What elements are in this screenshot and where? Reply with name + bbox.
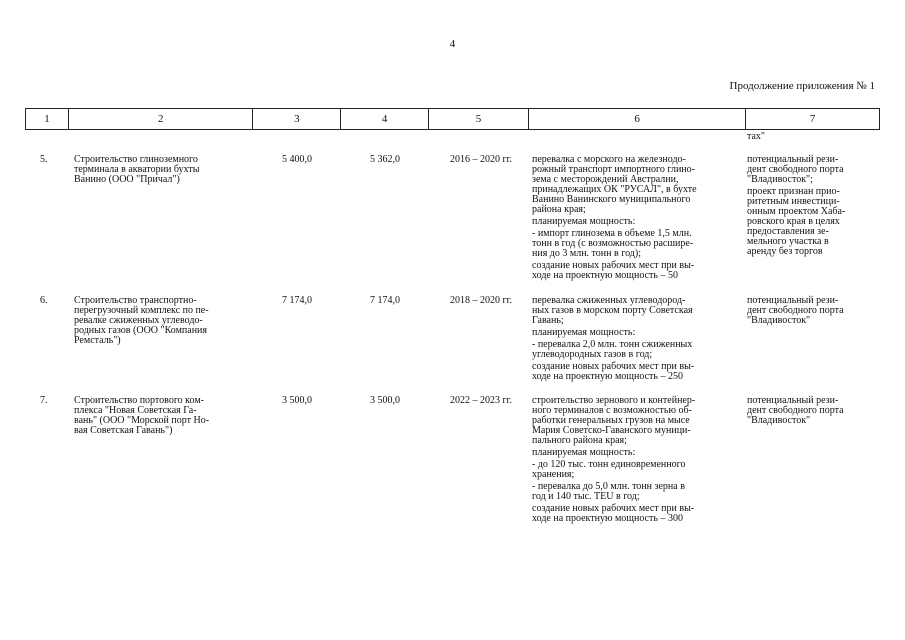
description-paragraph: планируемая мощность: xyxy=(532,447,636,458)
description-paragraph: - до 120 тыс. тонн единовременного хранения; xyxy=(532,459,686,480)
project-note xyxy=(747,155,875,259)
project-description xyxy=(532,396,740,526)
investment-amount: 5 362,0 xyxy=(370,154,400,165)
description-paragraph: строительство зернового и контейнер- ного терминалов с возможностью об- работки генеральных грузов на мысе Мария Советско-Гаванского муници- пального района края; xyxy=(532,395,696,446)
table-header xyxy=(25,108,880,130)
continued-text: тах" xyxy=(747,131,766,142)
row-number: 7. xyxy=(40,395,48,406)
project-note xyxy=(747,296,875,328)
description-paragraph: - перевалка до 5,0 млн. тонн зерна в год и 140 тыс. TEU в год; xyxy=(532,481,685,502)
investment-amount: 3 500,0 xyxy=(370,395,400,406)
project-name: Строительство портового ком- плекса "Новая Советская Га- вань" (ООО "Морской порт Но- вая Советская Гавань") xyxy=(74,395,210,436)
header-col-2: 2 xyxy=(69,109,254,129)
total-cost: 3 500,0 xyxy=(282,395,312,406)
note-paragraph: потенциальный рези- дент свободного порта "Владивосток" xyxy=(747,295,844,326)
header-col-7: 7 xyxy=(809,113,816,125)
period: 2018 – 2020 гг. xyxy=(449,295,513,306)
description-paragraph: создание новых рабочих мест при вы- ходе на проектную мощность – 50 xyxy=(532,260,695,281)
header-col-5: 5 xyxy=(429,109,529,129)
header-col-4: 4 xyxy=(341,109,429,129)
header-col-6: 6 xyxy=(529,109,746,129)
appendix-caption: Продолжение приложения № 1 xyxy=(729,80,875,92)
total-cost: 5 400,0 xyxy=(282,154,312,165)
row-number: 6. xyxy=(40,295,48,306)
note-paragraph: потенциальный рези- дент свободного порта "Владивосток" xyxy=(747,395,844,426)
description-paragraph: планируемая мощность: xyxy=(532,216,636,227)
project-description xyxy=(532,296,740,384)
project-note xyxy=(747,396,875,428)
page-number: 4 xyxy=(449,38,456,50)
note-paragraph: потенциальный рези- дент свободного порта "Владивосток"; xyxy=(747,154,844,185)
period: 2022 – 2023 гг. xyxy=(449,395,513,406)
investment-amount: 7 174,0 xyxy=(370,295,400,306)
description-paragraph: - перевалка 2,0 млн. тонн сжиженных углеводородных газов в год; xyxy=(532,339,693,360)
total-cost: 7 174,0 xyxy=(282,295,312,306)
header-col-1: 1 xyxy=(26,109,69,129)
note-paragraph: проект признан прио- ритетным инвестици- онным проектом Хаба- ровского края в целях предоставления зе- мельного участка в аренду без торгов xyxy=(747,186,846,257)
description-paragraph: создание новых рабочих мест при вы- ходе на проектную мощность – 250 xyxy=(532,361,695,382)
project-description xyxy=(532,155,740,283)
project-name: Строительство транспортно- перегрузочный комплекс по пе- ревалке сжиженных углеводо- родных газов (ООО "Компания Ремсталь") xyxy=(74,295,209,346)
description-paragraph: создание новых рабочих мест при вы- ходе на проектную мощность – 300 xyxy=(532,503,695,524)
description-paragraph: перевалка сжиженных углеводород- ных газов в морском порту Советская Гавань; xyxy=(532,295,693,326)
row-number: 5. xyxy=(40,154,48,165)
header-col-3: 3 xyxy=(253,109,341,129)
project-name: Строительство глиноземного терминала в акватории бухты Ванино (ООО "Причал") xyxy=(74,154,200,185)
description-paragraph: - импорт глинозема в объеме 1,5 млн. тонн в год (с возможностью расшире- ния до 3 млн. тонн в год); xyxy=(532,228,694,259)
period: 2016 – 2020 гг. xyxy=(449,154,513,165)
description-paragraph: перевалка с морского на железнодо- рожный транспорт импортного глино- зема с месторождений Австралии, принадлежащих ОК "РУСАЛ", в бухте Ванино Ванинского муниципального района края; xyxy=(532,154,697,215)
description-paragraph: планируемая мощность: xyxy=(532,327,636,338)
